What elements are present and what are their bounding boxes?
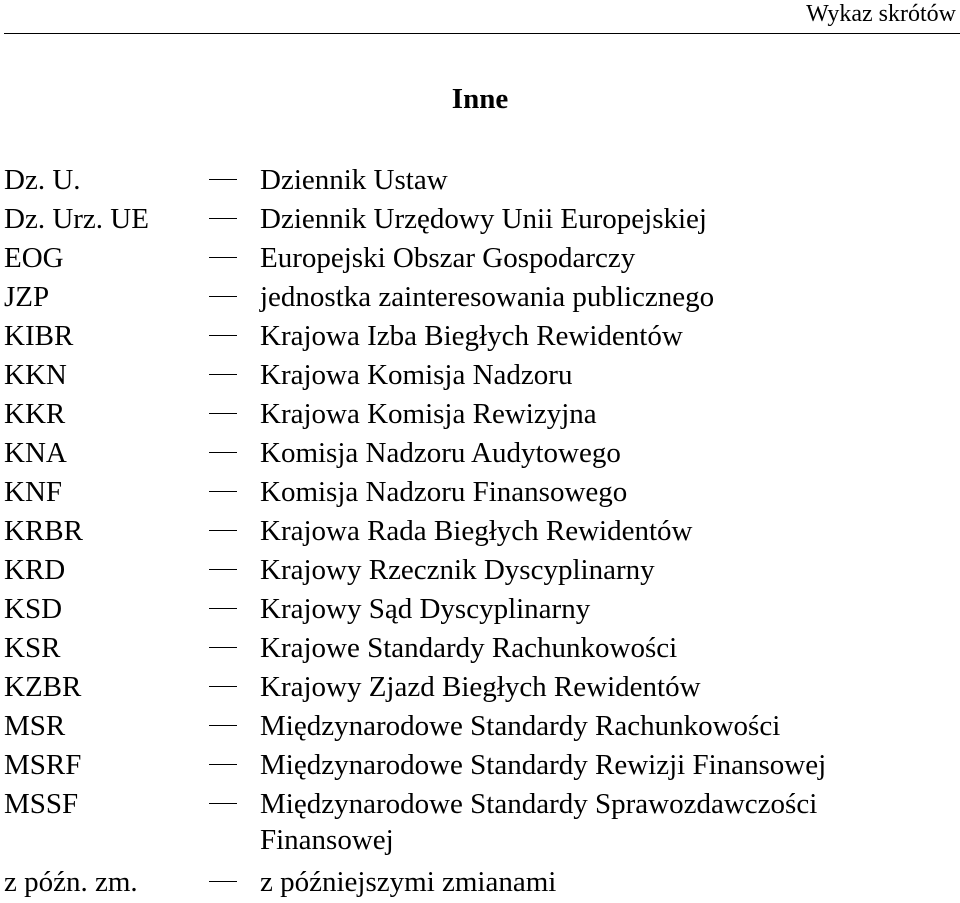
- abbreviation-meaning: Międzynarodowe Standardy Sprawozdawczości Finansowej: [260, 788, 818, 856]
- abbreviation-row: [0, 786, 960, 864]
- dash-separator: [209, 725, 237, 726]
- abbreviation-meaning: Dziennik Urzędowy Unii Europejskiej: [260, 203, 707, 235]
- dash-separator: [209, 686, 237, 687]
- dash-separator: [209, 218, 237, 219]
- abbreviation-meaning: Krajowy Rzecznik Dyscyplinarny: [260, 554, 655, 586]
- dash-separator: [209, 413, 237, 414]
- dash-separator: [209, 374, 237, 375]
- dash-separator: [209, 452, 237, 453]
- abbreviation-meaning: Krajowe Standardy Rachunkowości: [260, 632, 678, 664]
- abbreviation: KNA: [4, 437, 67, 469]
- abbreviation-row: [0, 669, 960, 708]
- abbreviation-meaning: Europejski Obszar Gospodarczy: [260, 242, 636, 274]
- abbreviation-meaning: jednostka zainteresowania publicznego: [260, 281, 715, 313]
- abbreviation: MSRF: [4, 749, 82, 781]
- abbreviation-meaning: Krajowa Izba Biegłych Rewidentów: [260, 320, 683, 352]
- abbreviation: KKR: [4, 398, 66, 430]
- abbreviation: z późn. zm.: [4, 866, 138, 898]
- dash-separator: [209, 803, 237, 804]
- abbreviation-row: [0, 240, 960, 279]
- abbreviation: KIBR: [4, 320, 74, 352]
- abbreviation: KZBR: [4, 671, 82, 703]
- header-rule: [4, 33, 960, 34]
- dash-separator: [209, 647, 237, 648]
- abbreviation-row: [0, 630, 960, 669]
- abbreviation-row: [0, 396, 960, 435]
- abbreviation: MSSF: [4, 788, 79, 820]
- abbreviation-meaning: Krajowy Sąd Dyscyplinarny: [260, 593, 591, 625]
- abbreviation-row: [0, 591, 960, 630]
- dash-separator: [209, 296, 237, 297]
- abbreviation-meaning: Międzynarodowe Standardy Rewizji Finansowej: [260, 749, 827, 781]
- dash-separator: [209, 569, 237, 570]
- abbreviation-meaning: Krajowa Komisja Rewizyjna: [260, 398, 597, 430]
- abbreviation-meaning: Komisja Nadzoru Finansowego: [260, 476, 628, 508]
- abbreviation-row: [0, 201, 960, 240]
- abbreviation: KSD: [4, 593, 63, 625]
- dash-separator: [209, 335, 237, 336]
- dash-separator: [209, 257, 237, 258]
- dash-separator: [209, 881, 237, 882]
- abbreviation: MSR: [4, 710, 66, 742]
- abbreviation-meaning: Krajowa Rada Biegłych Rewidentów: [260, 515, 693, 547]
- abbreviation-meaning: Komisja Nadzoru Audytowego: [260, 437, 621, 469]
- dash-separator: [209, 530, 237, 531]
- dash-separator: [209, 491, 237, 492]
- abbreviation: EOG: [4, 242, 64, 274]
- abbreviation: Dz. U.: [4, 164, 81, 196]
- abbreviation-row: [0, 279, 960, 318]
- abbreviation: KSR: [4, 632, 61, 664]
- abbreviation: KKN: [4, 359, 67, 391]
- abbreviation-row: [0, 318, 960, 357]
- abbreviation: KRBR: [4, 515, 83, 547]
- abbreviation-row: [0, 474, 960, 513]
- abbreviation-row: [0, 162, 960, 201]
- abbreviation-row: [0, 747, 960, 786]
- abbreviation-meaning: Krajowa Komisja Nadzoru: [260, 359, 573, 391]
- abbreviation-row: [0, 435, 960, 474]
- abbreviation-meaning: Międzynarodowe Standardy Rachunkowości: [260, 710, 781, 742]
- running-header: Wykaz skrótów: [806, 1, 956, 27]
- abbreviation: KRD: [4, 554, 66, 586]
- section-title: Inne: [451, 83, 509, 115]
- abbreviation-row: [0, 552, 960, 591]
- abbreviation-meaning: Dziennik Ustaw: [260, 164, 448, 196]
- abbreviation-meaning: Krajowy Zjazd Biegłych Rewidentów: [260, 671, 701, 703]
- dash-separator: [209, 179, 237, 180]
- dash-separator: [209, 608, 237, 609]
- abbreviation-row: [0, 864, 960, 903]
- abbreviation-row: [0, 357, 960, 396]
- abbreviation: KNF: [4, 476, 63, 508]
- abbreviation: JZP: [4, 281, 50, 313]
- abbreviation-row: [0, 513, 960, 552]
- abbreviation-meaning: z późniejszymi zmianami: [260, 866, 557, 898]
- dash-separator: [209, 764, 237, 765]
- abbreviation-list: [0, 162, 960, 903]
- abbreviation-row: [0, 708, 960, 747]
- abbreviation: Dz. Urz. UE: [4, 203, 149, 235]
